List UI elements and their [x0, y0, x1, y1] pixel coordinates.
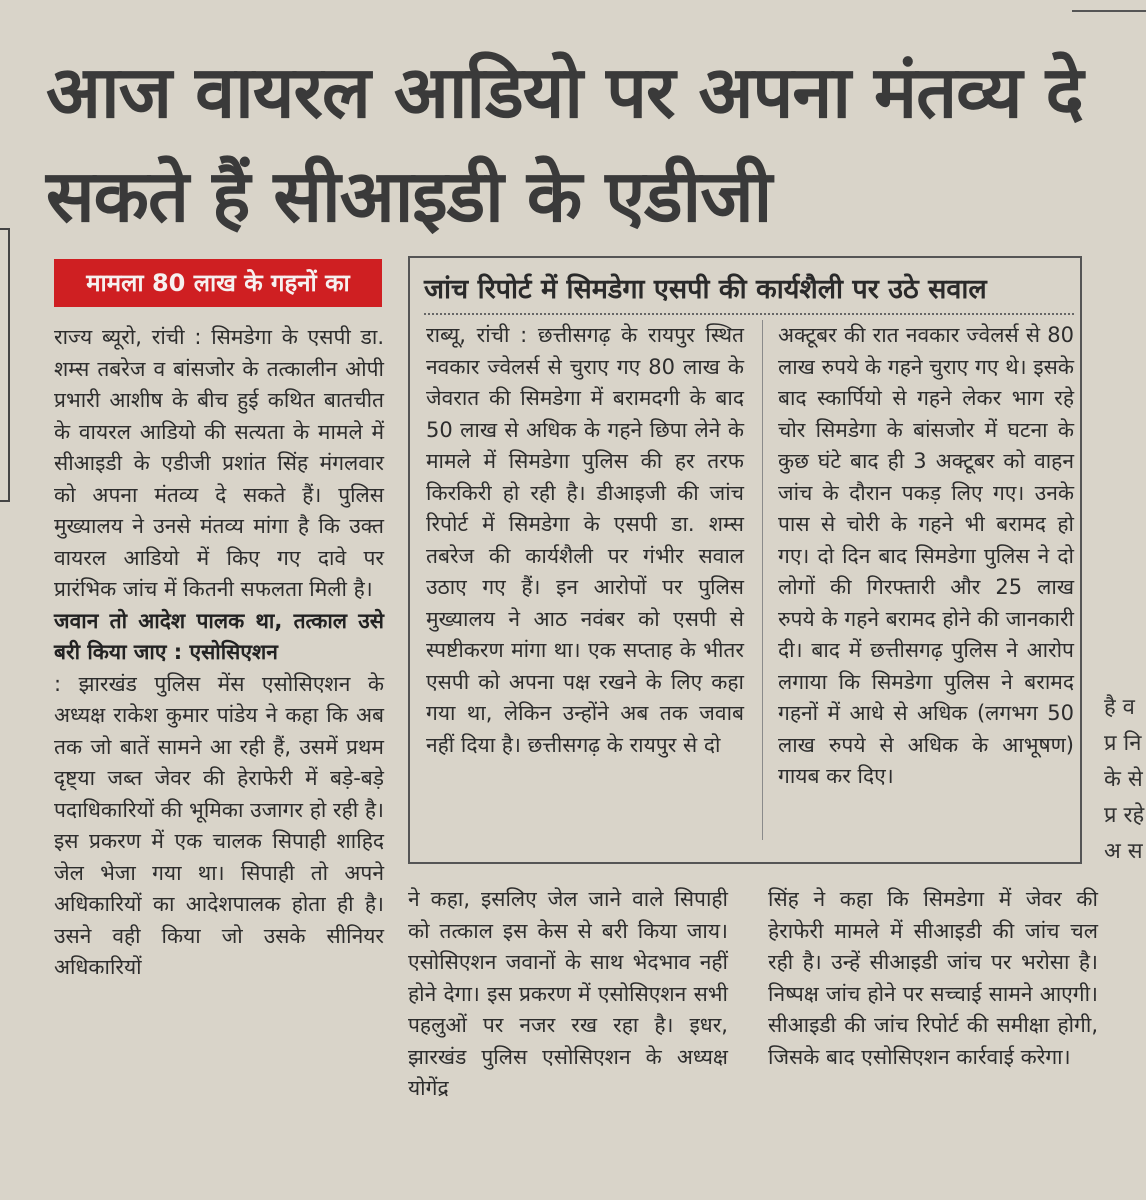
adjacent-column-fragment: है व प्र नि के से प्र रहे अ स: [1104, 695, 1145, 864]
left-para-2: : झारखंड पुलिस मेंस एसोसिएशन के अध्यक्ष राकेश कुमार पांडेय ने कहा कि अब तक जो बातें सामने आ रही हैं, उसमें प्रथम दृष्ट्या जब्त जेवर की हेराफेरी में बड़े-बड़े पदाधिकारियों की भूमिका उजागर हो रही है। इस प्रकरण में एक चालक सिपाही शाहिद जेल भेजा गया था। सिपाही तो अपने अधिकारियों का आदेशपालक होता ही है। उसने वही किया जो उसके सीनियर अधिकारियों: [54, 671, 384, 979]
adjacent-story-frame: [0, 228, 10, 502]
inset-column-1: [426, 320, 744, 761]
inset-title-rule: [424, 313, 1074, 315]
headline: आज वायरल आडियो पर अपना मंतव्य दे सकते हैं सीआइडी के एडीजी: [46, 50, 1083, 238]
bottom-column-1: [408, 884, 728, 1105]
inset-col2-text: अक्टूबर की रात नवकार ज्वेलर्स से 80 लाख रुपये के गहने चुराए गए थे। इसके बाद स्कार्पियो से गहने लेकर भाग रहे चोर सिमडेगा के बांसजोर में घटना के कुछ घंटे बाद ही 3 अक्टूबर को वाहन जांच के दौरान पकड़ लिए गए। उनके पास से चोरी के गहने भी बरामद हो गए। दो दिन बाद सिमडेगा पुलिस ने दो लोगों की गिरफ्तारी और 25 लाख रुपये के गहने बरामद होने की जानकारी दी। बाद में छत्तीसगढ़ पुलिस ने आरोप लगाया कि सिमडेगा पुलिस ने बरामद गहनों में आधे से अधिक (लगभग 50 लाख रुपये से अधिक के आभूषण) गायब कर दिए।: [778, 323, 1074, 788]
left-subhead: जवान तो आदेश पालक था, तत्काल उसे बरी किया जाए : एसोसिएशन: [54, 608, 384, 664]
inset-col1-text: राब्यू, रांची : छत्तीसगढ़ के रायपुर स्थित नवकार ज्वेलर्स से चुराए गए 80 लाख के जेवरात की सिमडेगा में बरामदगी के बाद 50 लाख से अधिक के गहने छिपा लेने के मामले में सिमडेगा पुलिस की हर तरफ किरकिरी हो रही है। डीआइजी की जांच रिपोर्ट में सिमडेगा के एसपी डा. शम्स तबरेज की कार्यशैली पर गंभीर सवाल उठाए गए हैं। इन आरोपों पर पुलिस मुख्यालय ने आठ नवंबर को एसपी से स्पष्टीकरण मांगा था। एक सप्ताह के भीतर एसपी को अपना पक्ष रखने के लिए कहा गया था, लेकिन उन्होंने अब तक जवाब नहीं दिया है। छत्तीसगढ़ के रायपुर से दो: [426, 323, 744, 757]
left-column: [54, 322, 384, 984]
inset-column-2: [778, 320, 1074, 793]
bottom-col2-text: सिंह ने कहा कि सिमडेगा में जेवर की हेराफेरी मामले में सीआइडी की जांच चल रही है। उन्हें सीआइडी जांच पर भरोसा है। निष्पक्ष जांच होने पर सच्चाई सामने आएगी। सीआइडी की जांच रिपोर्ट की समीक्षा होगी, जिसके बाद एसोसिएशन कार्रवाई करेगा।: [768, 887, 1098, 1069]
kicker-tag: मामला 80 लाख के गहनों का: [54, 259, 382, 307]
bottom-column-2: [768, 884, 1098, 1073]
bottom-col1-text: ने कहा, इसलिए जेल जाने वाले सिपाही को तत्काल इस केस से बरी किया जाय। एसोसिएशन जवानों के साथ भेदभाव नहीं होने देगा। इस प्रकरण में एसोसिएशन सभी पहलुओं पर नजर रख रहा है। इधर, झारखंड पुलिस एसोसिएशन के अध्यक्ष योगेंद्र: [408, 887, 728, 1100]
inset-column-divider: [762, 320, 763, 840]
inset-box-title: जांच रिपोर्ट में सिमडेगा एसपी की कार्यशैली पर उठे सवाल: [424, 274, 987, 305]
left-para-1: राज्य ब्यूरो, रांची : सिमडेगा के एसपी डा. शम्स तबरेज व बांसजोर के तत्कालीन ओपी प्रभारी आशीष के बीच हुई कथित बातचीत के वायरल आडियो की सत्यता के मामले में सीआइडी के एडीजी प्रशांत सिंह मंगलवार को अपना मंतव्य दे सकते हैं। पुलिस मुख्यालय ने उनसे मंतव्य मांगा है कि उक्त वायरल आडियो में किए गए दावे पर प्रारंभिक जांच में कितनी सफलता मिली है।: [54, 325, 384, 601]
